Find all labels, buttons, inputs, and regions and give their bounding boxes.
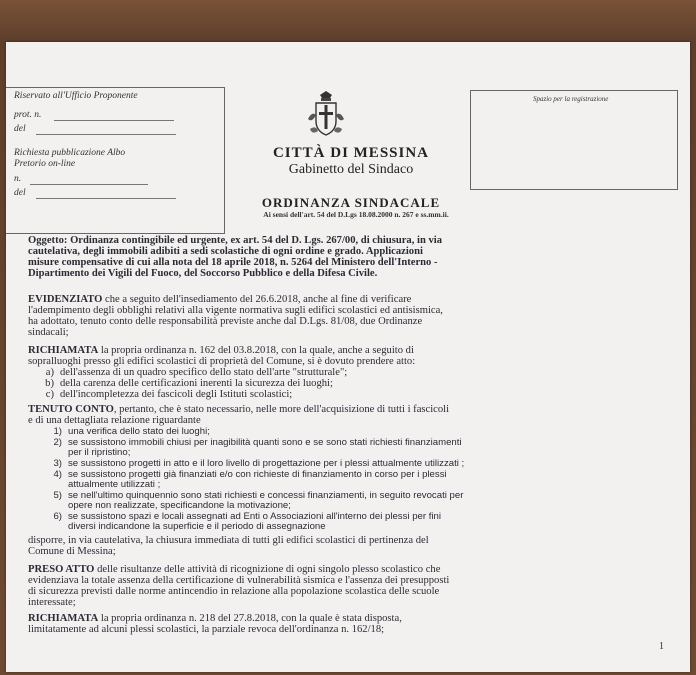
- subject-line-3: misure compensative di cui alla nota del 18 aprile 2018, n. 5264 del Ministero dell'Interno -: [28, 257, 438, 268]
- evidenziato-line-1: EVIDENZIATO che a seguito dell'insediamento del 26.6.2018, anche al fine di verificare: [28, 294, 412, 305]
- subject-line-1: Oggetto: Ordinanza contingibile ed urgente, ex art. 54 del D. Lgs. 267/00, di chiusura, in via: [28, 235, 443, 246]
- page-number: 1: [659, 641, 664, 652]
- document-subtitle: Ai sensi dell'art. 54 del D.Lgs 18.08.2000 n. 267 e ss.mm.ii.: [263, 210, 449, 219]
- evidenziato-line-4: sindacali;: [28, 327, 69, 338]
- list-item: a) dell'assenza di un quadro specifico dello stato dell'arte "strutturale";: [45, 367, 348, 378]
- list-item-continued: per il ripristino;: [68, 447, 131, 458]
- publication-request-label-2: Pretorio on-line: [14, 159, 76, 169]
- preso-atto-line-1: PRESO ATTO delle risultanze delle attività di ricognizione di ogni singolo plesso scolastico che: [28, 564, 441, 575]
- list-item-continued: opere non realizzate, specificandone la motivazione;: [68, 500, 291, 511]
- tenuto-closing-1: disporre, in via cautelativa, la chiusura immediata di tutti gli edifici scolastici di pertinenza del: [28, 535, 429, 546]
- registration-space-box: [470, 90, 678, 190]
- list-item-continued: diversi indicandone la superficie e il periodo di assegnazione: [68, 521, 326, 532]
- city-name: CITTÀ DI MESSINA: [272, 145, 430, 161]
- document-title: ORDINANZA SINDACALE: [261, 195, 441, 210]
- list-item: 5) se nell'ultimo quinquennio sono stati richiesti e concessi finanziamenti, in seguito revocati per: [53, 490, 464, 501]
- list-item: 1) una verifica dello stato dei luoghi;: [53, 426, 210, 437]
- n-label: n.: [14, 174, 22, 184]
- publication-request-label: Richiesta pubblicazione Albo: [14, 148, 126, 158]
- registration-label: Spazio per la registrazione: [533, 95, 609, 103]
- list-item: 6) se sussistono spazi e locali assegnati ad Enti o Associazioni all'interno dei plessi per fini: [53, 511, 441, 522]
- list-item: 4) se sussistono progetti già finanziati e/o con richieste di finanziamento in corso per i plessi: [53, 469, 447, 480]
- list-item: b) della carenza delle certificazioni inerenti la sicurezza dei luoghi;: [45, 378, 333, 389]
- preso-atto-line-2: evidenziava la totale assenza della certificazione di vulnerabilità sismica e l'assenza dei presupposti: [28, 575, 450, 586]
- tenuto-closing-2: Comune di Messina;: [28, 546, 116, 557]
- list-item-continued: attualmente utilizzati ;: [68, 479, 161, 490]
- subject-line-2: cautelativa, degli immobili adibiti a sedi scolastiche di ogni ordine e grado. Applicazioni: [28, 246, 423, 257]
- prot-label: prot. n.: [14, 110, 42, 120]
- reserved-label: Riservato all'Ufficio Proponente: [14, 91, 138, 101]
- richiamata2-line-1: RICHIAMATA la propria ordinanza n. 218 del 27.8.2018, con la quale è stata disposta,: [28, 613, 402, 624]
- preso-atto-line-4: interessate;: [28, 597, 76, 608]
- evidenziato-line-3: ha adottato, tenuto conto delle responsabilità previste anche dal D.Lgs. 81/08, due Ordinanze: [28, 316, 423, 327]
- office-name: Gabinetto del Sindaco: [288, 162, 414, 177]
- list-item: 2) se sussistono immobili chiusi per inagibilità quanti sono e se sono stati richiesti finanziamenti: [53, 437, 462, 448]
- tenuto-line-2: e di una dettagliata relazione riguardante: [28, 415, 201, 426]
- list-item: c) dell'incompletezza dei fascicoli degli Istituti scolastici;: [45, 389, 293, 400]
- tenuto-line-1: TENUTO CONTO, pertanto, che è stato necessario, nelle more dell'acquisizione di tutti i fascicoli: [28, 404, 450, 415]
- document-page: [6, 42, 690, 672]
- subject-line-4: Dipartimento dei Vigili del Fuoco, del Soccorso Pubblico e della Difesa Civile.: [28, 268, 378, 279]
- del-label-2: del: [14, 188, 26, 198]
- list-item: 3) se sussistono progetti in atto e il loro livello di progettazione per i plessi attualmente utilizzati ;: [53, 458, 465, 469]
- preso-atto-line-3: di sicurezza previsti dalle norme antincendio in relazione alla popolazione scolastica delle scuole: [28, 586, 440, 597]
- city-crest-icon: [306, 89, 346, 139]
- evidenziato-line-2: l'adempimento degli obblighi relativi alla vigente normativa sugli edifici scolastici ed antisismica,: [28, 305, 443, 316]
- richiamata-line-2: sopralluoghi presso gli edifici scolastici di proprietà del Comune, si è dovuto prendere atto:: [28, 356, 416, 367]
- richiamata2-line-2: limitatamente ad alcuni plessi scolastici, la parziale revoca dell'ordinanza n. 162/18;: [28, 624, 385, 635]
- richiamata-line-1: RICHIAMATA la propria ordinanza n. 162 del 03.8.2018, con la quale, anche a seguito di: [28, 345, 414, 356]
- del-label: del: [14, 124, 26, 134]
